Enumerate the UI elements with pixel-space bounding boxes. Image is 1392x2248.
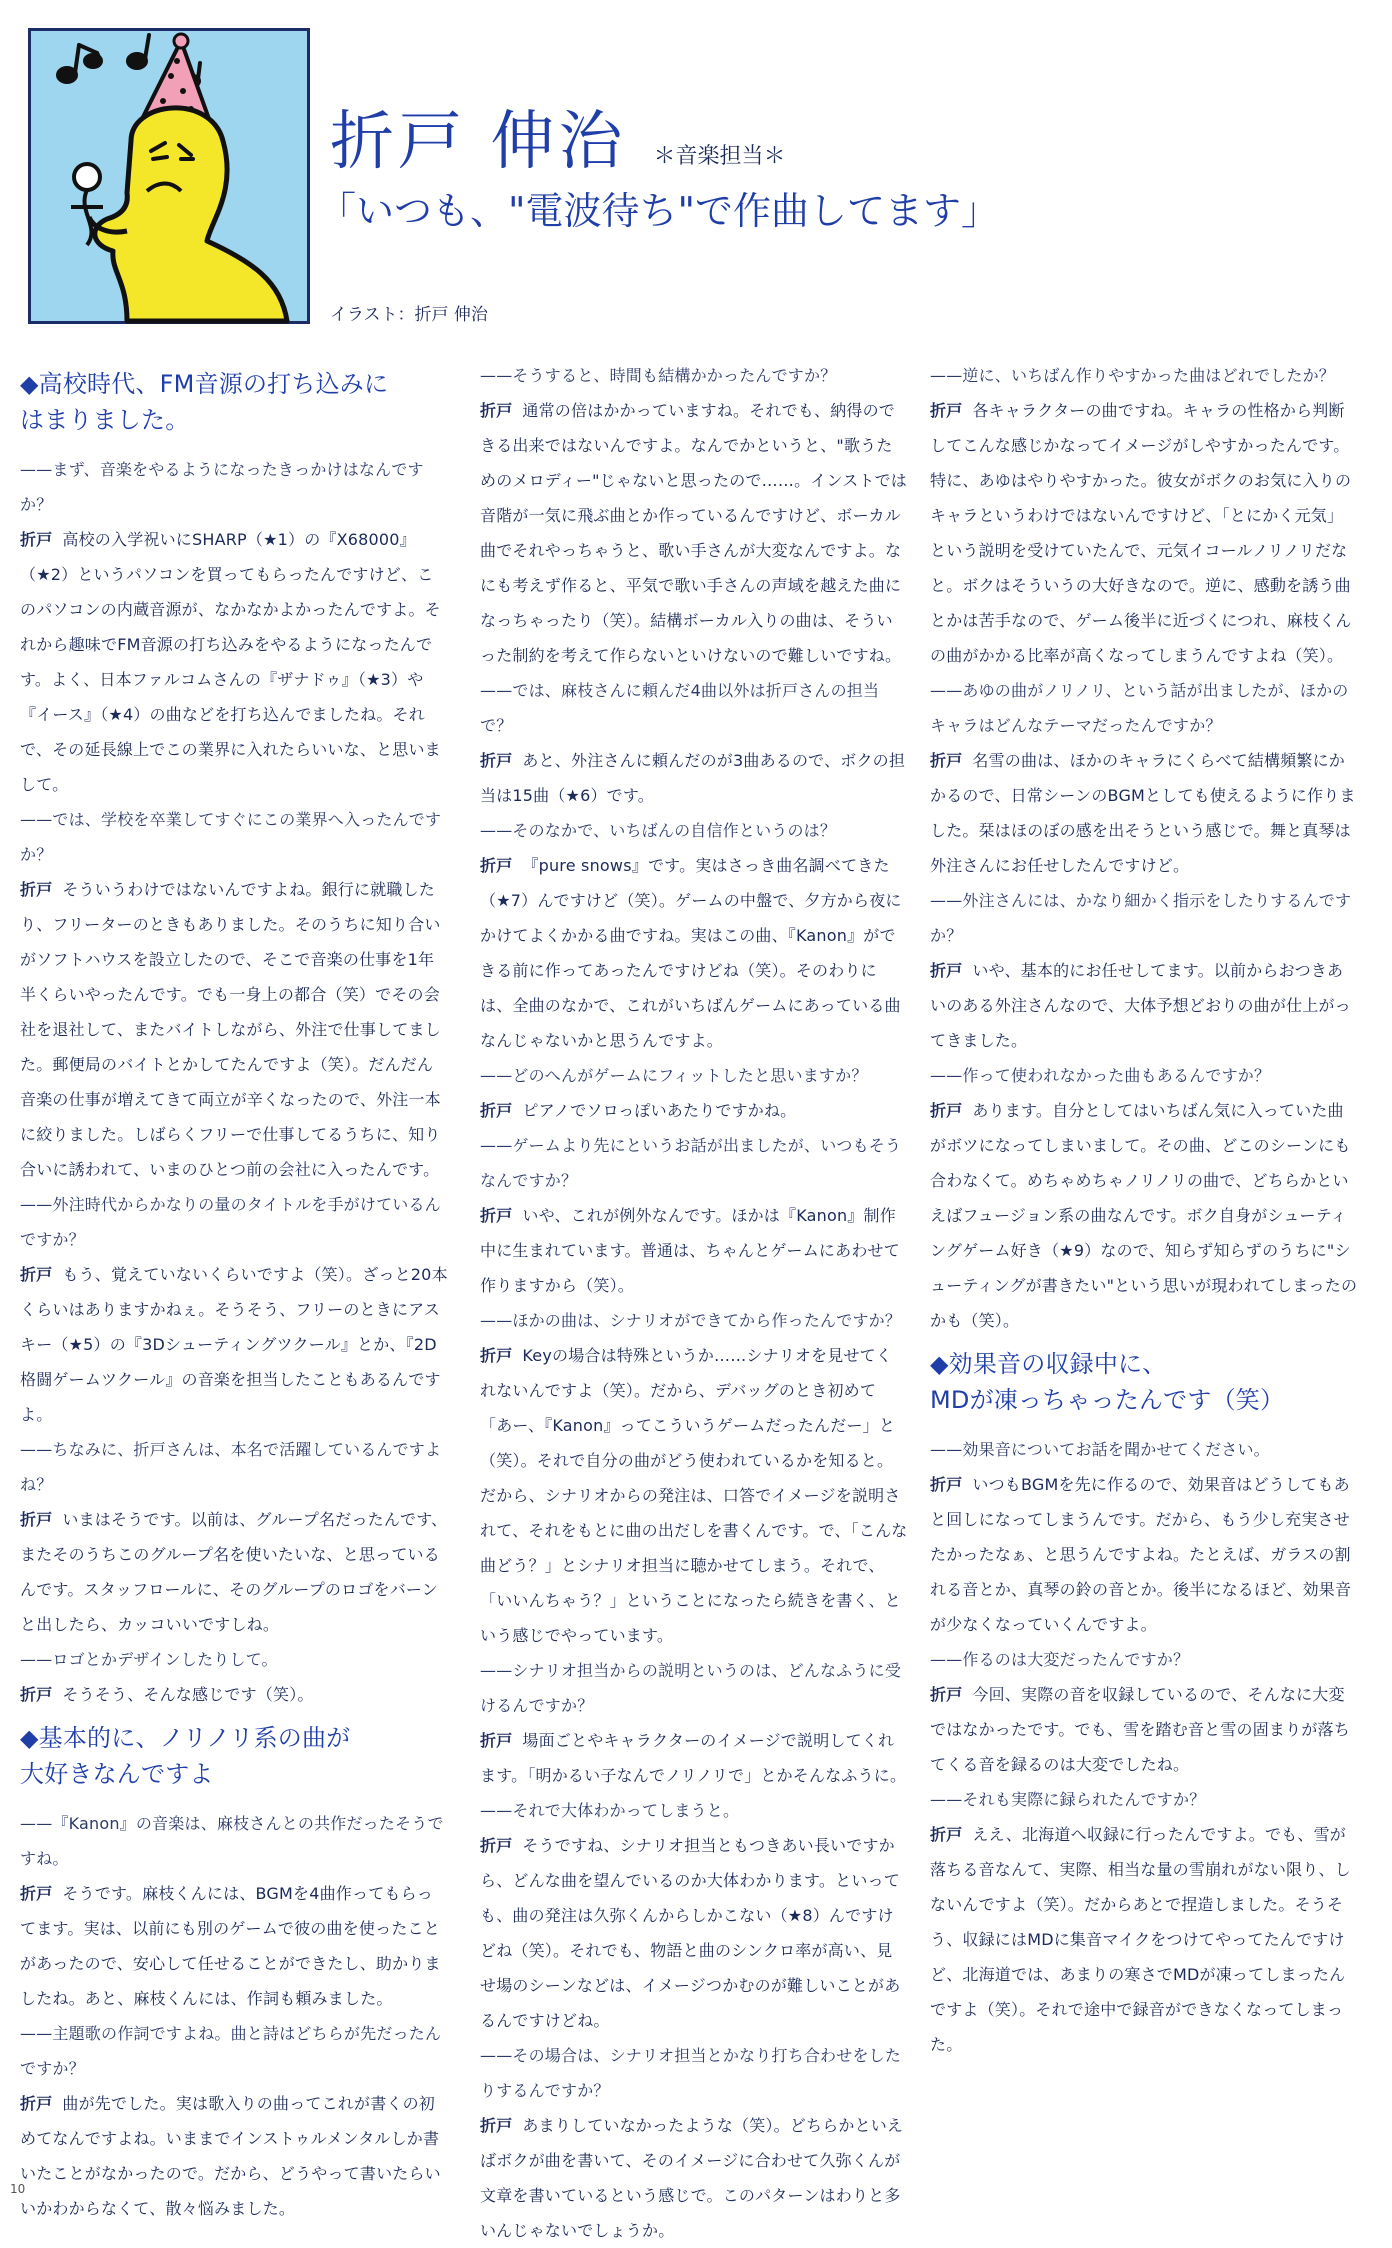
answer-text: いや、基本的にお任せしてます。以前からおつきあいのある外注さんなので、大体予想どおりの曲が仕上がってきました。 bbox=[930, 961, 1351, 1050]
interview-question: ——『Kanon』の音楽は、麻枝さんとの共作だったそうですね。 bbox=[20, 1814, 444, 1868]
speaker-label: 折戸 bbox=[930, 1825, 963, 1844]
speaker-label: 折戸 bbox=[480, 1836, 513, 1855]
column-3 bbox=[930, 358, 1358, 2178]
answer-text: 曲が先でした。実は歌入りの曲ってこれが書くの初めてなんですよね。いままでインストゥルメンタルしか書いたことがなかったので。だから、どうやって書いたらいいかわからなくて、散々悩みました。 bbox=[20, 2094, 441, 2218]
singing-yellow-character-icon bbox=[28, 28, 310, 324]
interview-answer bbox=[480, 743, 908, 813]
interview-question: ——作るのは大変だったんですか？ bbox=[930, 1650, 1190, 1669]
interview-question: ——ロゴとかデザインしたりして。 bbox=[20, 1650, 278, 1669]
title-block bbox=[330, 90, 785, 182]
interview-question: ——逆に、いちばん作りやすかった曲はどれでしたか？ bbox=[930, 366, 1336, 385]
answer-text: 今回、実際の音を収録しているので、そんなに大変ではなかったです。でも、雪を踏む音と雪の固まりが落ちてくる音を録るのは大変でしたね。 bbox=[930, 1685, 1350, 1774]
interview-answer bbox=[930, 743, 1358, 883]
interview-question: ——シナリオ担当からの説明というのは、どんなふうに受けるんですか？ bbox=[480, 1661, 902, 1715]
speaker-label: 折戸 bbox=[930, 1685, 963, 1704]
interview-answer bbox=[20, 2086, 448, 2226]
answer-text: いまはそうです。以前は、グループ名だったんです、またそのうちこのグループ名を使いたいな、と思っているんです。スタッフロールに、そのグループのロゴをバーンと出したら、カッコいいですしね。 bbox=[20, 1510, 448, 1634]
answer-text: いつもBGMを先に作るので、効果音はどうしてもあと回しになってしまうんです。だから、もう少し充実させたかったなぁ、と思うんですよね。たとえば、ガラスの割れる音とか、真琴の鈴の音とか。後半になるほど、効果音が少なくなっていくんですよ。 bbox=[930, 1475, 1352, 1634]
interview-answer bbox=[480, 1198, 908, 1303]
interview-question: ——外注さんには、かなり細かく指示をしたりするんですか？ bbox=[930, 891, 1352, 945]
speaker-label: 折戸 bbox=[20, 1265, 53, 1284]
speaker-label: 折戸 bbox=[930, 1101, 963, 1120]
person-name: 折戸 伸治 bbox=[330, 105, 627, 179]
speaker-label: 折戸 bbox=[20, 1685, 53, 1704]
speaker-label: 折戸 bbox=[20, 1510, 53, 1529]
interview-question: ——ほかの曲は、シナリオができてから作ったんですか？ bbox=[480, 1311, 902, 1330]
speaker-label: 折戸 bbox=[480, 751, 513, 770]
answer-text: 通常の倍はかかっていますね。それでも、納得のできる出来ではないんですよ。なんでかというと、"歌うためのメロディー"じゃないと思ったので……。インストでは音階が一気に飛ぶ曲とか作っているんですけど、ボーカル曲でそれやっちゃうと、歌い手さんが大変なんですよ。なにも考えず作ると、平気で歌い手さんの声域を越えた曲になっちゃったり（笑）。結構ボーカル入りの曲は、そういった制約を考えて作らないといけないので難しいですね。 bbox=[480, 401, 908, 665]
answer-text: そういうわけではないんですよね。銀行に就職したり、フリーターのときもありました。そのうちに知り合いがソフトハウスを設立したので、そこで音楽の仕事を1年半くらいやったんです。でも一身上の都合（笑）でその会社を退社して、またバイトしながら、外注で仕事してました。郵便局のバイトとかしてたんですよ（笑）。だんだん音楽の仕事が増えてきて両立が辛くなったので、外注一本に絞りました。しばらくフリーで仕事してるうちに、知り合いに誘われて、いまのひとつ前の会社に入ったんです。 bbox=[20, 880, 441, 1179]
interview-answer bbox=[930, 1817, 1358, 2062]
column-1 bbox=[20, 358, 448, 2218]
section-heading-line: はまりました。 bbox=[20, 406, 190, 434]
interview-answer bbox=[20, 1677, 448, 1712]
answer-text: あと、外注さんに頼んだのが3曲あるので、ボクの担当は15曲（★6）です。 bbox=[480, 751, 906, 805]
interview-question: ——効果音についてお話を聞かせてください。 bbox=[930, 1440, 1270, 1459]
answer-text: ピアノでソロっぽいあたりですかね。 bbox=[522, 1101, 797, 1120]
interview-answer bbox=[930, 953, 1358, 1058]
speaker-label: 折戸 bbox=[930, 751, 963, 770]
speaker-label: 折戸 bbox=[480, 401, 513, 420]
answer-text: Keyの場合は特殊というか……シナリオを見せてくれないんですよ（笑）。だから、デバッグのとき初めて「あー、『Kanon』ってこういうゲームだったんだー」と（笑）。それで自分の曲がどう使われているかを知ると。だから、シナリオからの発注は、口答でイメージを説明されて、それをもとに曲の出だしを書くんです。で、「こんな曲どう？」とシナリオ担当に聴かせてしまう。それで、「いいんちゃう？」ということになったら続きを書く、という感じでやっています。 bbox=[480, 1346, 908, 1645]
interview-answer bbox=[930, 1093, 1358, 1338]
section-heading-line: MDが凍っちゃったんです（笑） bbox=[930, 1386, 1285, 1414]
answer-text: そうそう、そんな感じです（笑）。 bbox=[62, 1685, 314, 1704]
article-header bbox=[0, 0, 1392, 330]
interview-answer bbox=[480, 1828, 908, 2038]
answer-text: あります。自分としてはいちばん気に入っていた曲がボツになってしまいまして。その曲、どこのシーンにも合わなくて。めちゃめちゃノリノリの曲で、どちらかといえばフュージョン系の曲なんです。ボク自身がシューティングゲーム好き（★9）なので、知らず知らずのうちに"シューティングが書きたい"という思いが現われてしまったのかも（笑）。 bbox=[930, 1101, 1358, 1330]
illustration-credit: イラスト：折戸 伸治 bbox=[330, 305, 488, 325]
role-label: ＊音楽担当＊ bbox=[653, 144, 786, 169]
interview-question: ——それで大体わかってしまうと。 bbox=[480, 1801, 740, 1820]
speaker-label: 折戸 bbox=[930, 401, 963, 420]
answer-text: 場面ごとやキャラクターのイメージで説明してくれます。「明かるい子なんでノリノリで」とかそんなふうに。 bbox=[480, 1731, 907, 1785]
interview-answer bbox=[20, 1876, 448, 2016]
section-heading bbox=[930, 1346, 1358, 1418]
article-body bbox=[20, 358, 1372, 2240]
answer-text: そうですね、シナリオ担当ともつきあい長いですから、どんな曲を望んでいるのか大体わかります。といっても、曲の発注は久弥くんからしかこない（★8）んですけどね（笑）。それでも、物語と曲のシンクロ率が高い、見せ場のシーンなどは、イメージつかむのが難しいことがあるんですけどね。 bbox=[480, 1836, 901, 2030]
interview-answer bbox=[480, 848, 908, 1058]
interview-answer bbox=[930, 1467, 1358, 1642]
answer-text: 『pure snows』です。実はさっき曲名調べてきた（★7）んですけど（笑）。ゲームの中盤で、夕方から夜にかけてよくかかる曲ですね。実はこの曲、『Kanon』ができる前に作ってあったんですけどね（笑）。そのわりには、全曲のなかで、これがいちばんゲームにあっている曲なんじゃないかと思うんですよ。 bbox=[480, 856, 902, 1050]
speaker-label: 折戸 bbox=[930, 961, 963, 980]
speaker-label: 折戸 bbox=[480, 1101, 513, 1120]
interview-question: ——では、学校を卒業してすぐにこの業界へ入ったんですか？ bbox=[20, 810, 442, 864]
section-heading bbox=[20, 366, 448, 438]
answer-text: もう、覚えていないくらいですよ（笑）。ざっと20本くらいはありますかねぇ。そうそう、フリーのときにアスキー（★5）の『3Dシューティングツクール』とか、『2D格闘ゲームツクール』の音楽を担当したこともあるんですよ。 bbox=[20, 1265, 448, 1424]
speaker-label: 折戸 bbox=[930, 1475, 963, 1494]
speaker-label: 折戸 bbox=[480, 1346, 513, 1365]
answer-text: 各キャラクターの曲ですね。キャラの性格から判断してこんな感じかなってイメージがしやすかったんです。特に、あゆはやりやすかった。彼女がボクのお気に入りのキャラというわけではないんですけど、「とにかく元気」という説明を受けていたんで、元気イコールノリノリだなと。ボクはそういうの大好きなので。逆に、感動を誘う曲とかは苦手なので、ゲーム後半に近づくにつれ、麻枝くんの曲がかかる比率が高くなってしまうんですよね（笑）。 bbox=[930, 401, 1352, 665]
catchphrase: 「いつも、"電波待ち"で作曲してます」 bbox=[318, 189, 999, 233]
interview-answer bbox=[480, 1093, 908, 1128]
interview-question: ——その場合は、シナリオ担当とかなり打ち合わせをしたりするんですか？ bbox=[480, 2046, 902, 2100]
interview-question: ——外注時代からかなりの量のタイトルを手がけているんですか？ bbox=[20, 1195, 441, 1249]
interview-question: ——ちなみに、折戸さんは、本名で活躍しているんですよね？ bbox=[20, 1440, 442, 1494]
interview-question: ——それも実際に録られたんですか？ bbox=[930, 1790, 1206, 1809]
answer-text: そうです。麻枝くんには、BGMを4曲作ってもらってます。実は、以前にも別のゲームで彼の曲を使ったことがあったので、安心して任せることができたし、助かりましたね。あと、麻枝くんには、作詞も頼みました。 bbox=[20, 1884, 441, 2008]
interview-question: ——では、麻枝さんに頼んだ4曲以外は折戸さんの担当で？ bbox=[480, 681, 880, 735]
interview-question: ——まず、音楽をやるようになったきっかけはなんですか？ bbox=[20, 460, 424, 514]
column-2 bbox=[480, 358, 908, 2240]
section-heading-line: 大好きなんですよ bbox=[20, 1760, 214, 1788]
interview-question: ——そうすると、時間も結構かかったんですか？ bbox=[480, 366, 837, 385]
speaker-label: 折戸 bbox=[20, 530, 53, 549]
speaker-label: 折戸 bbox=[480, 856, 513, 875]
speaker-label: 折戸 bbox=[480, 2116, 513, 2135]
answer-text: あまりしていなかったような（笑）。どちらかといえばボクが曲を書いて、そのイメージに合わせて久弥くんが文章を書いているという感じで。このパターンはわりと多いんじゃないでしょうか。 bbox=[480, 2116, 904, 2240]
interview-answer bbox=[480, 1723, 908, 1793]
interview-question: ——作って使われなかった曲もあるんですか？ bbox=[930, 1066, 1271, 1085]
speaker-label: 折戸 bbox=[20, 1884, 53, 1903]
answer-text: 名雪の曲は、ほかのキャラにくらべて結構頻繁にかかるので、日常シーンのBGMとしても使えるように作りました。栞はほのぼの感を出そうという感じで。舞と真琴は外注さんにお任せしたんですけど。 bbox=[930, 751, 1356, 875]
section-heading bbox=[20, 1720, 448, 1792]
page-number: 10 bbox=[10, 2182, 26, 2196]
interview-answer bbox=[480, 393, 908, 673]
speaker-label: 折戸 bbox=[20, 880, 53, 899]
speaker-label: 折戸 bbox=[480, 1731, 513, 1750]
answer-text: いや、これが例外なんです。ほかは『Kanon』制作中に生まれています。普通は、ちゃんとゲームにあわせて作りますから（笑）。 bbox=[480, 1206, 900, 1295]
interview-answer bbox=[20, 1257, 448, 1432]
interview-answer bbox=[20, 522, 448, 802]
interview-answer bbox=[480, 1338, 908, 1653]
answer-text: 高校の入学祝いにSHARP（★1）の『X68000』（★2）というパソコンを買ってもらったんですけど、このパソコンの内蔵音源が、なかなかよかったんですよ。それから趣味でFM音源の打ち込みをやるようになったんです。よく、日本ファルコムさんの『ザナドゥ』（★3）や『イース』（★4）の曲などを打ち込んでましたね。それで、その延長線上でこの業界に入れたらいいな、と思いまして。 bbox=[20, 530, 441, 794]
section-heading-line: ◆効果音の収録中に、 bbox=[930, 1350, 1167, 1378]
speaker-label: 折戸 bbox=[20, 2094, 53, 2113]
interview-question: ——どのへんがゲームにフィットしたと思いますか？ bbox=[480, 1066, 868, 1085]
answer-text: ええ、北海道へ収録に行ったんですよ。でも、雪が落ちる音なんて、実際、相当な量の雪崩れがない限り、しないんですよ（笑）。だからあとで捏造しました。そうそう、収録にはMDに集音マイクをつけてやってたんですけど、北海道では、あまりの寒さでMDが凍ってしまったんですよ（笑）。それで途中で録音ができなくなってしまった。 bbox=[930, 1825, 1351, 2054]
interview-answer bbox=[480, 2108, 908, 2248]
section-heading-line: ◆基本的に、ノリノリ系の曲が bbox=[20, 1724, 351, 1752]
speaker-label: 折戸 bbox=[480, 1206, 513, 1225]
interview-answer bbox=[20, 1502, 448, 1642]
interview-question: ——あゆの曲がノリノリ、という話が出ましたが、ほかのキャラはどんなテーマだったんですか？ bbox=[930, 681, 1349, 735]
interview-question: ——ゲームより先にというお話が出ましたが、いつもそうなんですか？ bbox=[480, 1136, 902, 1190]
interview-question: ——そのなかで、いちばんの自信作というのは？ bbox=[480, 821, 837, 840]
interview-answer bbox=[930, 393, 1358, 673]
section-heading-line: ◆高校時代、FM音源の打ち込みに bbox=[20, 370, 389, 398]
interview-answer bbox=[930, 1677, 1358, 1782]
interview-answer bbox=[20, 872, 448, 1187]
interview-question: ——主題歌の作詞ですよね。曲と詩はどちらが先だったんですか？ bbox=[20, 2024, 442, 2078]
